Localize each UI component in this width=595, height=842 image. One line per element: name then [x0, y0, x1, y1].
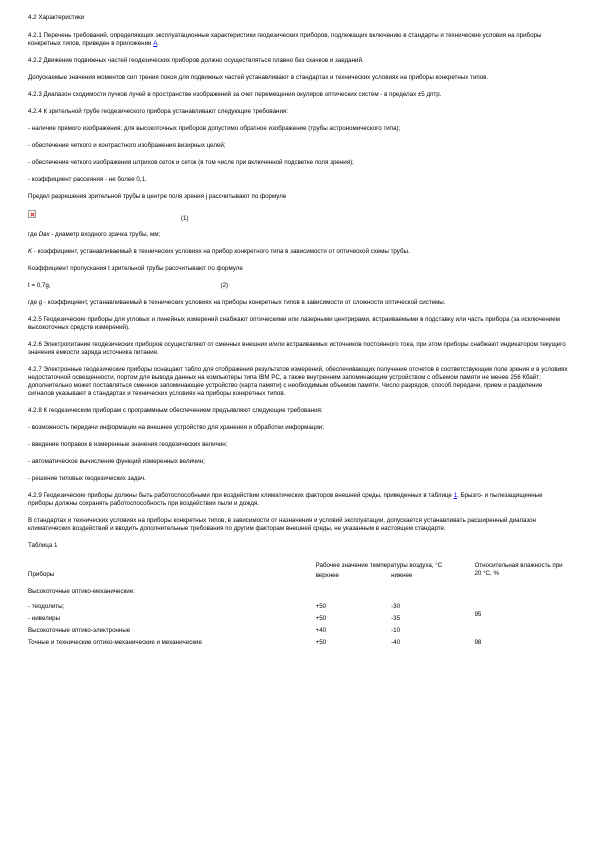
header-instruments: Приборы: [28, 571, 55, 578]
paragraph-4-2-9: [28, 492, 569, 508]
paragraph-transmission: Коэффициент пропускания t зрительной трубы рассчитывают по формуле: [28, 265, 243, 272]
cell-lower: [391, 588, 470, 603]
appendix-link[interactable]: А: [153, 40, 158, 47]
cell-humidity: 95: [474, 611, 482, 618]
paragraph-4-2-1: [28, 32, 569, 48]
definition-text: - коэффициент, устанавливаемый в технических условиях на приборы конкретных типов в зависимости от сложности оптической системы.: [42, 299, 446, 306]
variable-g: g: [38, 299, 43, 306]
cell-lower: -40: [391, 639, 401, 646]
table-header-row: [28, 562, 569, 572]
list-item-scatter: - коэффициент рассеяния - не более 0,1.: [28, 176, 147, 183]
table-row: [28, 588, 569, 603]
list-item-tasks: - решение типовых геодезических задач.: [28, 475, 146, 482]
formula-2: [28, 282, 569, 290]
cell-upper: [316, 588, 391, 603]
paragraph-climate: В стандартах и технических условиях на приборы конкретных типов, в зависимости от назначения и условий эксплуатации, допускается устанавливать расширенный диапазон климатических воздействий и вводить дополнительные требования по другим факторам внешней среды, не указанным в настоящем стандарте.: [28, 517, 536, 532]
list-item-reticle: - обеспечение четкого изображения штрихов сеток и сеток (в том числе при включенной подсветке поля зрения);: [28, 159, 354, 166]
formula-2-text: t = 0,7g,: [28, 282, 51, 289]
paragraph-text: . Брызго- и пылезащищенные приборы должны сохранять работоспособность при воздействии пыли и дождя.: [28, 492, 543, 507]
variable-dvx: Dвх: [38, 231, 50, 238]
cell-lower: -35: [391, 615, 401, 622]
variable-k: K: [28, 248, 33, 255]
formula-1-number: (1): [181, 215, 189, 222]
paragraph-4-2-6: 4.2.6 Электропитание геодезических приборов осуществляют от сменных внешних и/или встраиваемых источников постоянного тока, при этом приборы снабжают индикатором текущего значения емкости заряда источника питания.: [28, 341, 566, 356]
list-item-direct-image: - наличие прямого изображения; для высокоточных приборов допустимо обратное изображение (трубы астрономического типа);: [28, 125, 401, 132]
table-row: [28, 627, 569, 639]
header-temperature: Рабочее значение температуры воздуха, °С: [315, 562, 443, 569]
paragraph-where-dvx: [28, 231, 569, 239]
cell-upper: +50: [315, 639, 327, 646]
definition-text: - диаметр входного зрачка трубы, мм;: [49, 231, 161, 238]
paragraph-4-2-2: 4.2.2 Движение подвижных частей геодезических приборов должно осуществляться плавно без скачков и заеданий.: [28, 57, 364, 64]
cell-instrument: - нивелиры: [28, 615, 61, 622]
paragraph-4-2-5: 4.2.5 Геодезические приборы для угловых и линейных измерений снабжают оптическими или лазерными центрирами, встраиваемыми в подставку или часть прибора (за исключением высокоточных средств измерений).: [28, 316, 560, 331]
paragraph-end: .: [157, 40, 160, 47]
cell-upper: +50: [315, 603, 327, 610]
paragraph-text: 4.2.9 Геодезические приборы должны быть работоспособными при воздействии климатических факторов внешней среды, приведенных в таблице: [28, 492, 454, 499]
list-item-functions: - автоматическое вычисление функций измеренных величин;: [28, 458, 205, 465]
list-item-contrast: - обеспечение четкого и контрастного изображения визирных целей;: [28, 142, 226, 149]
cell-upper: +50: [315, 615, 327, 622]
paragraph-friction: Допускаемые значения моментов сил трения покоя для подвижных частей устанавливают в стандартах и технических условиях на приборы конкретных типов.: [28, 74, 489, 81]
document-page: [28, 14, 569, 647]
paragraph-4-2-7: 4.2.7 Электронные геодезические приборы оснащают табло для отображения результатов измерений, обеспечивающих получение отсчетов в соответствующем поле зрения и в условиях недостаточной освещенности, портом для вывода данных на компьютеры типа IBM PC, а также внутренним запоминающим устройством с объемом памяти не менее 256 Кбайт; дополнительно может поставляться сменное запоминающее устройство (карта памяти) с необходимым объемом памяти. Число разрядов, способ передачи, прием и разделение сигналов указывают в стандартах и технических условиях на приборы конкретных типов.: [28, 366, 568, 397]
definition-text: - коэффициент, устанавливаемый в технических условиях на прибор конкретного типа в зависимости от оптической схемы трубы.: [32, 248, 410, 255]
list-item-corrections: - введение поправок в измеренные значения геодезических величин;: [28, 441, 228, 448]
formula-1: [28, 210, 569, 223]
cell-instrument: Высокоточные оптико-электронные: [28, 627, 131, 634]
table-caption: Таблица 1: [28, 542, 58, 549]
header-lower: нижнее: [391, 572, 413, 579]
cell-humidity: 98: [474, 639, 482, 646]
cell-instrument: - теодолиты;: [28, 603, 65, 610]
paragraph-text: 4.2.1 Перечень требований, определяющих эксплуатационные характеристики геодезических приборов, подлежащих включению в стандарты и технические условия на приборы конкретных типов, приведен в приложении: [28, 32, 542, 47]
section-heading: 4.2 Характеристики: [28, 14, 85, 21]
where-text: где: [28, 231, 39, 238]
broken-image-icon: [28, 210, 36, 218]
table-link[interactable]: 1: [453, 492, 458, 499]
cell-upper: +40: [315, 627, 327, 634]
paragraph-4-2-8: 4.2.8 К геодезическим приборам с программным обеспечением предъявляют следующие требования:: [28, 407, 323, 414]
header-humidity: Относительная влажность при 20 °С, %: [474, 562, 563, 577]
paragraph-k-coefficient: [28, 248, 569, 256]
climate-table: [28, 562, 569, 647]
paragraph-4-2-4: 4.2.4 К зрительной трубе геодезического прибора устанавливают следующие требования:: [28, 108, 288, 115]
cell-lower: -10: [391, 627, 401, 634]
cell-lower: -30: [391, 603, 401, 610]
cell-instrument: Высокоточные оптико-механические:: [28, 588, 135, 595]
cell-humidity: [470, 627, 569, 639]
where-text: где: [28, 299, 39, 306]
list-item-transfer: - возможность передачи информации на внешнее устройство для хранения и обработки информации;: [28, 424, 324, 431]
paragraph-resolution: Предел разрешения зрительной трубы в центре поля зрения j рассчитывают по формуле: [28, 193, 287, 200]
table-row: [28, 603, 569, 615]
table-row: [28, 639, 569, 647]
formula-2-number: (2): [220, 282, 229, 289]
cell-instrument: Точные и технические оптико-механические и механические: [28, 639, 202, 646]
header-upper: верхнее: [315, 572, 340, 579]
cell-humidity: [470, 588, 569, 603]
paragraph-4-2-3: 4.2.3 Диапазон сходимости пучков лучей в пространстве изображений за счет перемещения окуляров оптических систем - в пределах ±5 дптр.: [28, 91, 442, 98]
paragraph-where-g: [28, 299, 569, 307]
